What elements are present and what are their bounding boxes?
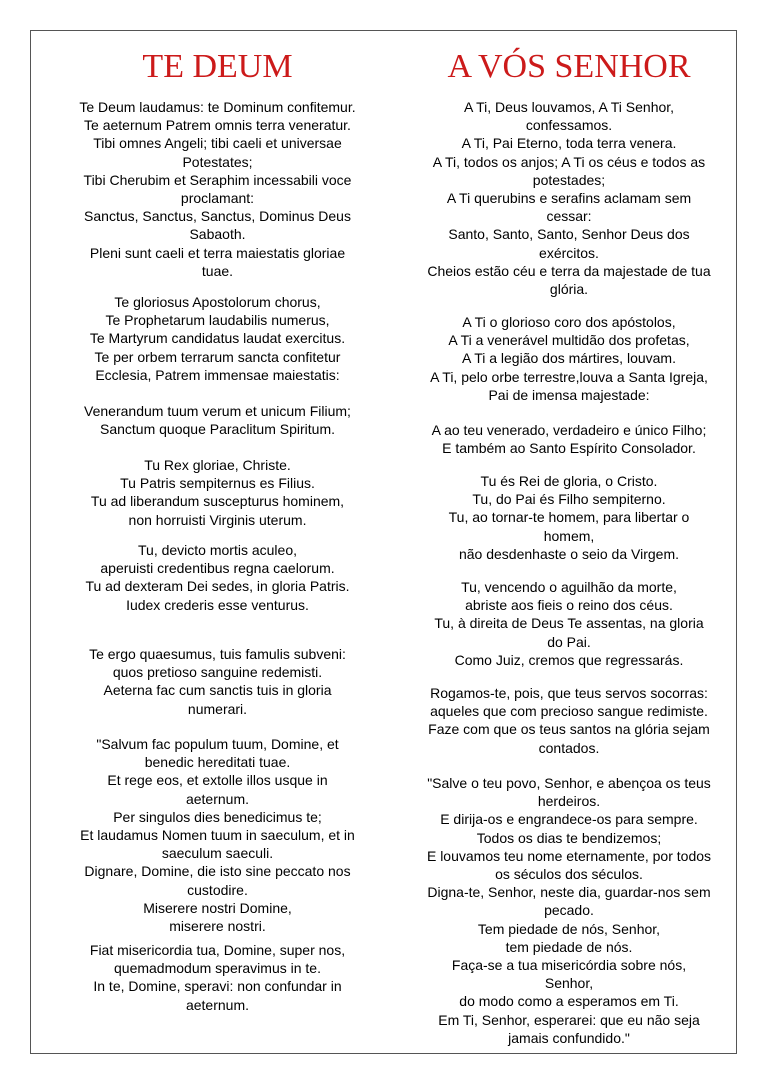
verse-line: Todos os dias te bendizemos;	[476, 829, 662, 846]
verse-line: Te Martyrum candidatus laudat exercitus.	[89, 330, 346, 347]
verse-line: Per singulos dies benedicimus te;	[113, 808, 322, 825]
verse-line: miserere nostri.	[169, 918, 266, 935]
verse-line: Dignare, Domine, die isto sine peccato nos	[84, 863, 351, 880]
verse-line: Potestates;	[182, 153, 253, 170]
verse-line: Et laudamus Nomen tuum in saeculum, et in	[80, 827, 355, 844]
verse-line: numerari.	[187, 700, 248, 717]
verse-line: Tu ad liberandum suscepturus hominem,	[90, 493, 345, 510]
verse-line: Tu Patris sempiternus es Filius.	[120, 475, 315, 492]
verse-line: contados.	[538, 739, 600, 756]
verse-line: exércitos.	[539, 244, 599, 261]
verse-line: potestades;	[532, 171, 606, 188]
verse-line: Miserere nostri Domine,	[143, 899, 292, 916]
verse-line: Em Ti, Senhor, esperarei: que eu não seja	[438, 1011, 700, 1028]
latin-stanza	[41, 293, 394, 384]
verse-line: Te Deum laudamus: te Dominum confitemur.	[79, 99, 356, 115]
verse-line: Tu, devicto mortis aculeo,	[138, 542, 297, 558]
verse-line: Sabaoth.	[189, 226, 246, 243]
verse-line: A Ti a venerável multidão dos profetas,	[448, 332, 690, 349]
latin-stanza	[41, 456, 394, 529]
verse-line: Santo, Santo, Santo, Senhor Deus dos	[448, 226, 690, 243]
verse-line: Tu, vencendo o aguilhão da morte,	[461, 579, 677, 595]
portuguese-title: A VÓS SENHOR	[447, 48, 691, 85]
verse-line: Cheios estão céu e terra da majestade de tua	[427, 262, 711, 279]
verse-line: A Ti a legião dos mártires, louvam.	[462, 350, 676, 367]
portuguese-stanza	[404, 472, 734, 563]
verse-line: E também ao Santo Espírito Consolador.	[442, 440, 696, 457]
verse-line: Rogamos-te, pois, que teus servos socorras:	[430, 685, 708, 701]
verse-line: non horruisti Virginis uterum.	[128, 511, 307, 528]
verse-line: herdeiros.	[537, 793, 601, 810]
verse-line: Tu ad dexteram Dei sedes, in gloria Patris.	[85, 578, 350, 595]
verse-line: Te gloriosus Apostolorum chorus,	[114, 294, 321, 310]
verse-line: abriste aos fieis o reino dos céus.	[465, 597, 673, 614]
verse-line: os séculos dos séculos.	[495, 866, 643, 883]
portuguese-stanza	[404, 578, 734, 669]
latin-stanza	[41, 645, 394, 718]
verse-line: aeternum.	[185, 790, 250, 807]
page-frame	[30, 30, 737, 1054]
verse-line: Te aeternum Patrem omnis terra veneratur.	[84, 117, 351, 134]
verse-line: saeculum saeculi.	[161, 845, 274, 862]
verse-line: custodire.	[187, 881, 248, 898]
verse-line: A Ti querubins e serafins aclamam sem	[446, 190, 692, 207]
verse-line: "Salve o teu povo, Senhor, e abençoa os teus	[427, 775, 711, 791]
verse-line: do Pai.	[547, 633, 591, 650]
latin-stanza	[41, 735, 394, 935]
verse-line: "Salvum fac populum tuum, Domine, et	[96, 736, 339, 752]
verse-line: Pai de imensa majestade:	[488, 386, 650, 403]
verse-line: Aeterna fac cum sanctis tuis in gloria	[103, 682, 332, 699]
latin-stanza	[41, 402, 394, 438]
latin-stanza	[41, 941, 394, 1014]
latin-title: TE DEUM	[142, 48, 293, 85]
verse-line: E dirija-os e engrandece-os para sempre.	[440, 811, 698, 828]
verse-line: cessar:	[546, 208, 592, 225]
verse-line: A Ti o glorioso coro dos apóstolos,	[462, 314, 676, 330]
verse-line: aeternum.	[185, 996, 250, 1013]
portuguese-stanza	[404, 313, 734, 404]
verse-line: homem,	[543, 527, 595, 544]
verse-line: não desdenhaste o seio da Virgem.	[458, 545, 679, 562]
verse-line: Tibi Cherubim et Seraphim incessabili voce	[83, 171, 352, 188]
verse-line: Tu és Rei de gloria, o Cristo.	[480, 473, 658, 489]
verse-line: E louvamos teu nome eternamente, por todos	[426, 847, 712, 864]
verse-line: Tem piedade de nós, Senhor,	[477, 920, 661, 937]
verse-line: Tu, do Pai és Filho sempiterno.	[472, 491, 666, 508]
portuguese-stanza	[404, 421, 734, 457]
verse-line: Ecclesia, Patrem immensae maiestatis:	[95, 366, 340, 383]
verse-line: Como Juiz, cremos que regressarás.	[454, 651, 684, 668]
verse-line: quemadmodum speravimus in te.	[114, 960, 321, 977]
verse-line: Tu, ao tornar-te homem, para libertar o	[448, 509, 690, 526]
verse-line: do modo como a esperamos em Ti.	[459, 993, 679, 1010]
verse-line: aperuisti credentibus regna caelorum.	[100, 560, 335, 577]
verse-line: benedic hereditati tuae.	[144, 754, 291, 771]
verse-line: Sanctus, Sanctus, Sanctus, Dominus Deus	[84, 208, 351, 225]
verse-line: A Ti, Pai Eterno, toda terra venera.	[461, 135, 677, 152]
verse-line: tem piedade de nós.	[505, 938, 633, 955]
verse-line: A Ti, todos os anjos; A Ti os céus e todos as	[432, 153, 706, 170]
verse-line: A ao teu venerado, verdadeiro e único Filho;	[431, 422, 707, 438]
verse-line: Faze com que os teus santos na glória sejam	[428, 721, 710, 738]
portuguese-stanza	[404, 774, 734, 1047]
verse-line: proclamant:	[180, 190, 255, 207]
verse-line: Digna-te, Senhor, neste dia, guardar-nos sem	[427, 884, 711, 901]
verse-line: A Ti, Deus louvamos, A Ti Senhor,	[463, 99, 675, 115]
verse-line: Fiat misericordia tua, Domine, super nos,	[89, 942, 346, 958]
verse-line: Sanctum quoque Paraclitum Spiritum.	[100, 421, 335, 438]
portuguese-stanza	[404, 684, 734, 757]
verse-line: A Ti, pelo orbe terrestre,louva a Santa Igreja,	[430, 368, 708, 385]
portuguese-stanza	[404, 98, 734, 298]
verse-line: Te Prophetarum laudabilis numerus,	[105, 312, 330, 329]
verse-line: Tu Rex gloriae, Christe.	[144, 457, 291, 473]
verse-line: pecado.	[544, 902, 594, 919]
verse-line: Faça-se a tua misericórdia sobre nós,	[451, 957, 687, 974]
verse-line: Iudex crederis esse venturus.	[126, 596, 309, 613]
verse-line: tuae.	[201, 262, 234, 279]
verse-line: glória.	[549, 281, 589, 298]
verse-line: confessamos.	[525, 117, 613, 134]
verse-line: Tibi omnes Angeli; tibi caeli et universae	[93, 135, 342, 152]
verse-line: Senhor,	[544, 975, 594, 992]
verse-line: Te ergo quaesumus, tuis famulis subveni:	[89, 646, 346, 662]
verse-line: Venerandum tuum verum et unicum Filium;	[84, 403, 351, 419]
verse-line: jamais confundido."	[508, 1029, 630, 1046]
verse-line: Et rege eos, et extolle illos usque in	[107, 772, 328, 789]
verse-line: In te, Domine, speravi: non confundar in	[93, 978, 342, 995]
verse-line: Pleni sunt caeli et terra maiestatis gloriae	[89, 244, 346, 261]
verse-line: aqueles que com precioso sangue redimiste.	[430, 703, 708, 720]
verse-line: Tu, à direita de Deus Te assentas, na gloria	[434, 615, 704, 632]
verse-line: Te per orbem terrarum sancta confitetur	[94, 348, 341, 365]
verse-line: quos pretioso sanguine redemisti.	[112, 664, 323, 681]
latin-stanza	[41, 541, 394, 614]
latin-stanza	[41, 98, 394, 280]
